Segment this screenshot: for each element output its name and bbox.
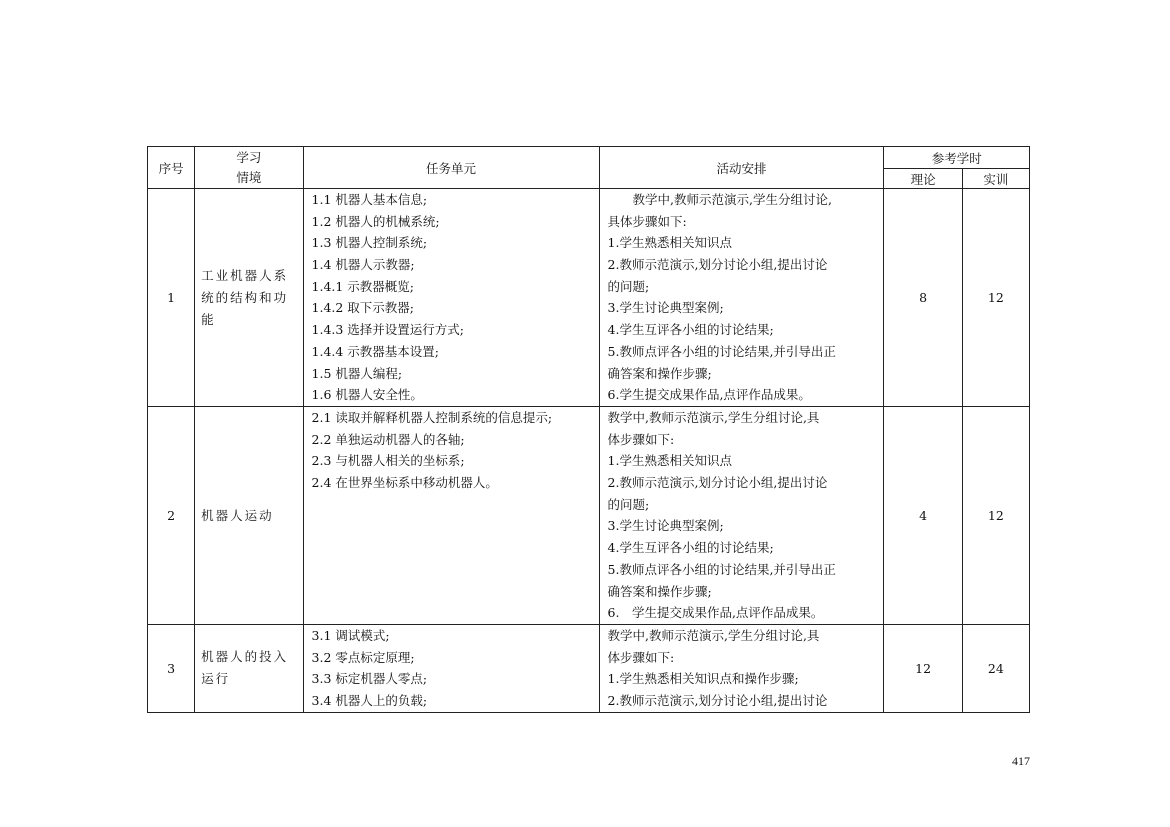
activity-line: 3.学生讨论典型案例; <box>607 518 724 534</box>
activity-line: 5.教师点评各小组的讨论结果,并引导出正 <box>607 343 836 359</box>
learning-situation: 机器人的投入运行 <box>195 625 303 713</box>
activity-line: 6. 学生提交成果作品,点评作品成果。 <box>607 605 824 621</box>
activity-line: 6.学生提交成果作品,点评作品成果。 <box>607 387 811 403</box>
table-row <box>148 407 1030 625</box>
task-item: 1.4.2 取下示教器; <box>311 300 415 316</box>
header-theory: 理论 <box>884 169 962 189</box>
task-item: 1.4.4 示教器基本设置; <box>311 343 440 359</box>
practice-hours: 12 <box>962 407 1029 625</box>
table-row <box>148 625 1030 713</box>
practice-hours: 12 <box>962 189 1029 407</box>
task-units <box>303 407 599 625</box>
activity-line: 的问题; <box>607 496 650 512</box>
course-plan-table <box>147 146 1030 713</box>
header-row-1 <box>148 147 1030 169</box>
activity-line: 4.学生互评各小组的讨论结果; <box>607 540 774 556</box>
activity-line: 确答案和操作步骤; <box>607 583 712 599</box>
activity-line: 具体步骤如下: <box>607 213 687 229</box>
task-item: 2.4 在世界坐标系中移动机器人。 <box>311 475 498 491</box>
activity-line: 的问题; <box>607 278 650 294</box>
task-item: 3.3 标定机器人零点; <box>311 671 428 687</box>
row-number: 2 <box>148 407 195 625</box>
activity-arrangement <box>599 407 884 625</box>
theory-hours: 12 <box>884 625 962 713</box>
header-no: 序号 <box>148 147 195 189</box>
activity-arrangement <box>599 625 884 713</box>
header-practice: 实训 <box>962 169 1029 189</box>
activity-line: 教学中,教师示范演示,学生分组讨论,具 <box>607 410 820 425</box>
row-number: 1 <box>148 189 195 407</box>
task-units <box>303 189 599 407</box>
task-item: 2.3 与机器人相关的坐标系; <box>311 453 465 469</box>
task-item: 3.4 机器人上的负载; <box>311 693 428 709</box>
activity-line: 1.学生熟悉相关知识点 <box>607 235 732 251</box>
task-item: 1.4.1 示教器概览; <box>311 278 415 294</box>
theory-hours: 4 <box>884 407 962 625</box>
page-number: 417 <box>1012 754 1030 768</box>
task-item: 3.2 零点标定原理; <box>311 649 415 665</box>
task-item: 1.4 机器人示教器; <box>311 257 415 273</box>
activity-line: 3.学生讨论典型案例; <box>607 300 724 316</box>
table-row <box>148 189 1030 407</box>
header-task: 任务单元 <box>303 147 599 189</box>
learning-situation: 工业机器人系统的结构和功能 <box>195 189 303 407</box>
task-item: 2.2 单独运动机器人的各轴; <box>311 431 465 447</box>
task-item: 1.3 机器人控制系统; <box>311 235 428 251</box>
task-units <box>303 625 599 713</box>
header-situation <box>195 147 303 189</box>
task-item: 1.1 机器人基本信息; <box>311 192 428 207</box>
header-situation-line1: 学习 <box>236 149 262 165</box>
row-number: 3 <box>148 625 195 713</box>
activity-line: 5.教师点评各小组的讨论结果,并引导出正 <box>607 561 836 577</box>
task-item: 1.4.3 选择并设置运行方式; <box>311 322 465 338</box>
activity-line: 1.学生熟悉相关知识点和操作步骤; <box>607 671 799 687</box>
header-hours: 参考学时 <box>884 147 1030 169</box>
activity-line: 体步骤如下: <box>607 431 675 447</box>
activity-line: 2.教师示范演示,划分讨论小组,提出讨论 <box>607 693 828 709</box>
learning-situation: 机器人运动 <box>195 407 303 625</box>
task-item: 1.2 机器人的机械系统; <box>311 213 440 229</box>
task-item: 1.5 机器人编程; <box>311 365 403 381</box>
theory-hours: 8 <box>884 189 962 407</box>
activity-arrangement <box>599 189 884 407</box>
task-item: 3.1 调试模式; <box>311 628 390 643</box>
activity-line: 4.学生互评各小组的讨论结果; <box>607 322 774 338</box>
header-activity: 活动安排 <box>599 147 884 189</box>
activity-line: 体步骤如下: <box>607 649 675 665</box>
task-item: 2.1 读取并解释机器人控制系统的信息提示; <box>311 410 553 425</box>
activity-line: 确答案和操作步骤; <box>607 365 712 381</box>
header-situation-line2: 情境 <box>236 169 262 185</box>
task-item: 1.6 机器人安全性。 <box>311 387 423 403</box>
activity-line: 2.教师示范演示,划分讨论小组,提出讨论 <box>607 475 828 491</box>
activity-line: 教学中,教师示范演示,学生分组讨论,具 <box>607 628 820 643</box>
practice-hours: 24 <box>962 625 1029 713</box>
activity-line: 1.学生熟悉相关知识点 <box>607 453 732 469</box>
activity-line: 教学中,教师示范演示,学生分组讨论, <box>607 192 832 207</box>
activity-line: 2.教师示范演示,划分讨论小组,提出讨论 <box>607 257 828 273</box>
